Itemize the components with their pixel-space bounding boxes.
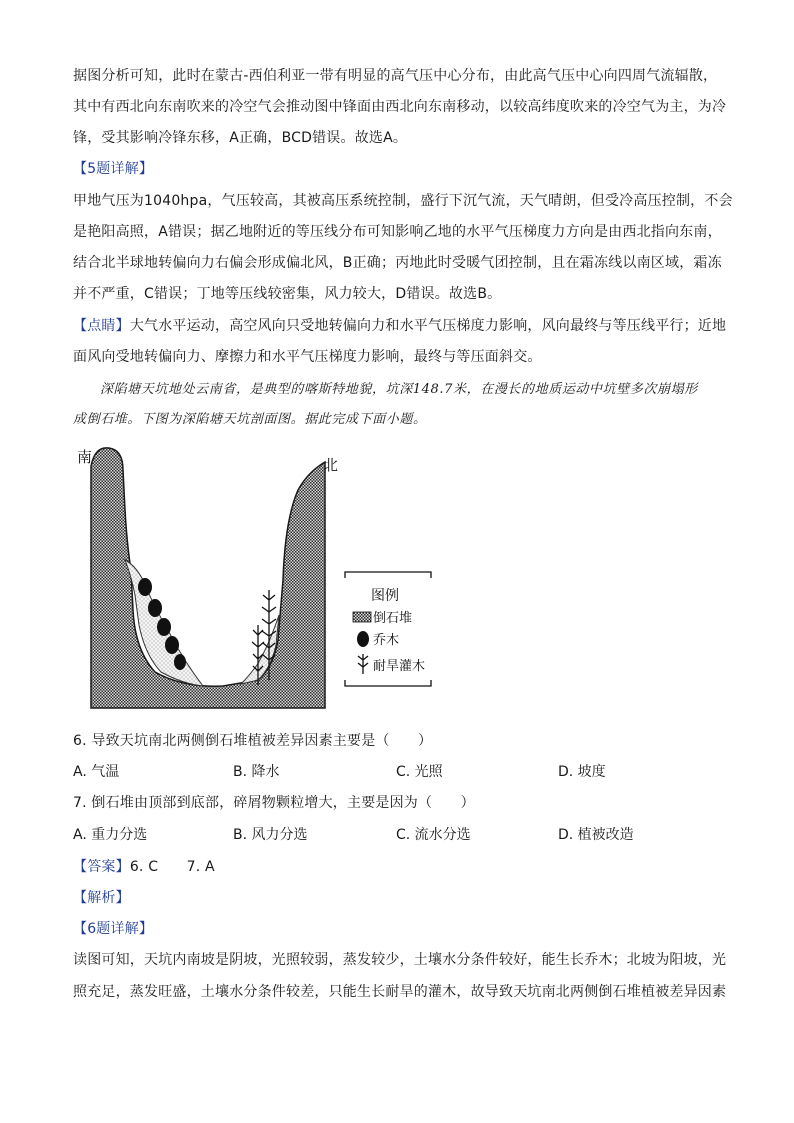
q5-line-1: 甲地气压为1040hpa，气压较高，其被高压系统控制，盛行下沉气流，天气晴朗，但受冷高压控制，不会 xyxy=(73,193,733,209)
dianjing-text-1: 大气水平运动，高空风向只受地转偏向力和水平气压梯度力影响，风向最终与等压线平行；近地 xyxy=(129,318,727,334)
analysis-label: 【解析】 xyxy=(73,890,130,906)
q6-option-c: C. 光照 xyxy=(396,764,443,780)
north-label: 北 xyxy=(323,456,339,474)
answer-label: 【答案】 xyxy=(73,859,130,875)
q6-line-2: 照充足，蒸发旺盛，土壤水分条件较差，只能生长耐旱的灌木，故导致天坑南北两侧倒石堆植被差异因素 xyxy=(73,984,727,1000)
south-label: 南 xyxy=(77,448,93,466)
question-7-stem: 7. 倒石堆由顶部到底部，碎屑物颗粒增大，主要是因为（ ） xyxy=(73,795,475,811)
dianjing-label: 【点睛】 xyxy=(73,318,130,334)
intro-line-2: 成倒石堆。下图为深陷塘天坑剖面图。据此完成下面小题。 xyxy=(73,412,427,427)
legend-item-tree: 乔木 xyxy=(373,633,400,648)
q6-option-d: D. 坡度 xyxy=(558,764,606,780)
q6-line-1: 读图可知，天坑内南坡是阴坡，光照较弱，蒸发较少，土壤水分条件较好，能生长乔木；北坡为阳坡，光 xyxy=(73,952,727,968)
dianjing-line-1 xyxy=(73,311,727,342)
q6-option-a: A. 气温 xyxy=(73,764,120,780)
q6-heading: 【6题详解】 xyxy=(73,921,154,937)
q6-option-b: B. 降水 xyxy=(233,764,280,780)
q5-line-4: 并不严重，C错误；丁地等压线较密集，风力较大，D错误。故选B。 xyxy=(73,286,502,302)
q7-option-d: D. 植被改造 xyxy=(558,827,634,843)
question-6-stem: 6. 导致天坑南北两侧倒石堆植被差异因素主要是（ ） xyxy=(73,733,433,749)
legend-item-scree: 倒石堆 xyxy=(373,611,413,626)
answer-text: 6. C 7. A xyxy=(129,859,215,875)
q5-line-3: 结合北半球地转偏向力右偏会形成偏北风，B正确；丙地此时受暖气团控制，且在霜冻线以南区域，霜冻 xyxy=(73,255,722,271)
answer-line xyxy=(73,852,723,883)
analysis-line-2: 其中有西北向东南吹来的冷空气会推动图中锋面由西北向东南移动，以较高纬度吹来的冷空气为主，为冷 xyxy=(73,99,727,115)
analysis-line-3: 锋，受其影响冷锋东移，A正确，BCD错误。故选A。 xyxy=(73,130,408,146)
q5-line-2: 是艳阳高照，A错误；据乙地附近的等压线分布可知影响乙地的水平气压梯度力方向是由西北指向东南， xyxy=(73,224,722,240)
q7-option-a: A. 重力分选 xyxy=(73,827,148,843)
legend-title: 图例 xyxy=(371,588,399,604)
q7-option-c: C. 流水分选 xyxy=(396,827,471,843)
q7-option-b: B. 风力分选 xyxy=(233,827,308,843)
q5-heading: 【5题详解】 xyxy=(73,161,154,177)
intro-line-1: 深陷塘天坑地处云南省，是典型的喀斯特地貌，坑深148.7米，在漫长的地质运动中坑壁多次崩塌形 xyxy=(100,382,698,397)
legend-item-shrub: 耐旱灌木 xyxy=(373,659,426,674)
analysis-line-1: 据图分析可知，此时在蒙古-西伯利亚一带有明显的高气压中心分布，由此高气压中心向四周气流辐散， xyxy=(73,68,718,84)
dianjing-line-2: 面风向受地转偏向力、摩擦力和水平气压梯度力影响，最终与等压面斜交。 xyxy=(73,349,542,365)
